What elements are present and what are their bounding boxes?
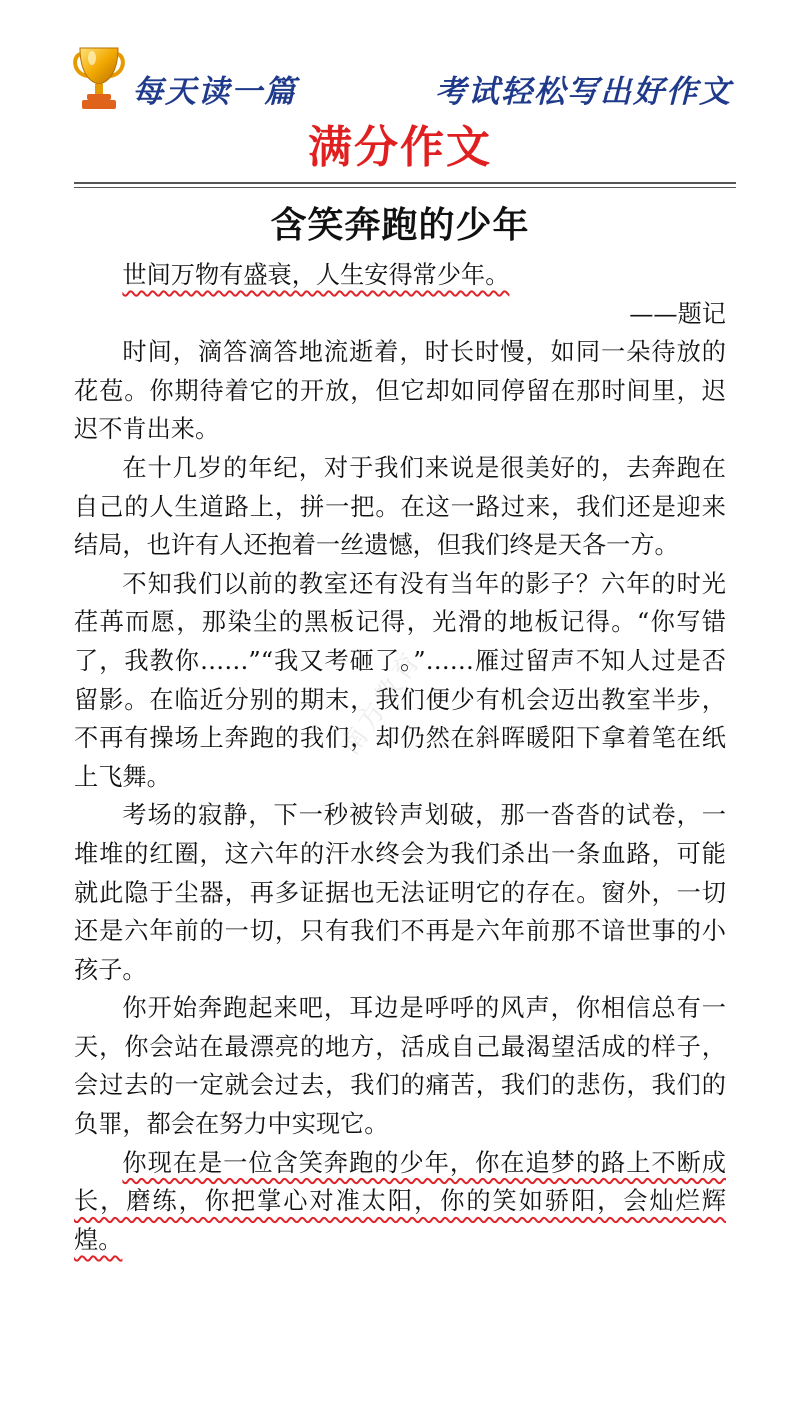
closing-paragraph (74, 1144, 726, 1260)
epigraph-source: ——题记 (629, 299, 726, 328)
paragraph-2: 在十几岁的年纪，对于我们来说是很美好的，去奔跑在自己的人生道路上，拼一把。在这一路过来，我们还是迎来结局，也许有人还抱着一丝遗憾，但我们终是天各一方。 (74, 453, 726, 560)
closing-text: 你现在是一位含笑奔跑的少年，你在追梦的路上不断成长，磨练，你把掌心对准太阳，你的笑如骄阳，会灿烂辉煌。 (74, 1148, 726, 1254)
essay-body (74, 256, 726, 1259)
slogan-right: 考试轻松写出好作文 (435, 74, 732, 110)
trophy-icon (70, 44, 128, 112)
divider-bottom (74, 187, 736, 188)
paragraph-4: 考场的寂静，下一秒被铃声划破，那一沓沓的试卷，一堆堆的红圈，这六年的汗水终会为我们杀出一条血路，可能就此隐于尘器，再多证据也无法证明它的存在。窗外，一切还是六年前的一切，只有我们不再是六年前那不谙世事的小孩子。 (74, 801, 726, 984)
essay-title: 含笑奔跑的少年 (270, 205, 530, 246)
slogan-left: 每天读一篇 (132, 74, 297, 110)
epigraph (74, 256, 726, 295)
divider-top (74, 182, 736, 184)
banner-title: 满分作文 (308, 122, 492, 173)
paragraph-1: 时间，滴答滴答地流逝着，时长时慢，如同一朵待放的花苞。你期待着它的开放，但它却如同停留在那时间里，迟迟不肯出来。 (74, 338, 726, 444)
paragraph-3: 不知我们以前的教室还有没有当年的影子？六年的时光荏苒而愿，那染尘的黑板记得，光滑的地板记得。“你写错了，我教你……”“我又考砸了。”……雁过留声不知人过是否留影。在临近分别的期末，我们便少有机会迈出教室半步，不再有操场上奔跑的我们，却仍然在斜晖暖阳下拿着笔在纸上飞舞。 (74, 569, 726, 791)
epigraph-text: 世间万物有盛衰，人生安得常少年。 (122, 261, 510, 289)
paragraph-5: 你开始奔跑起来吧，耳边是呼呼的风声，你相信总有一天，你会站在最漂亮的地方，活成自己最渴望活成的样子，会过去的一定就会过去，我们的痛苦，我们的悲伤，我们的负罪，都会在努力中实现它。 (74, 994, 726, 1139)
watermark: 南方教育 (334, 645, 429, 761)
